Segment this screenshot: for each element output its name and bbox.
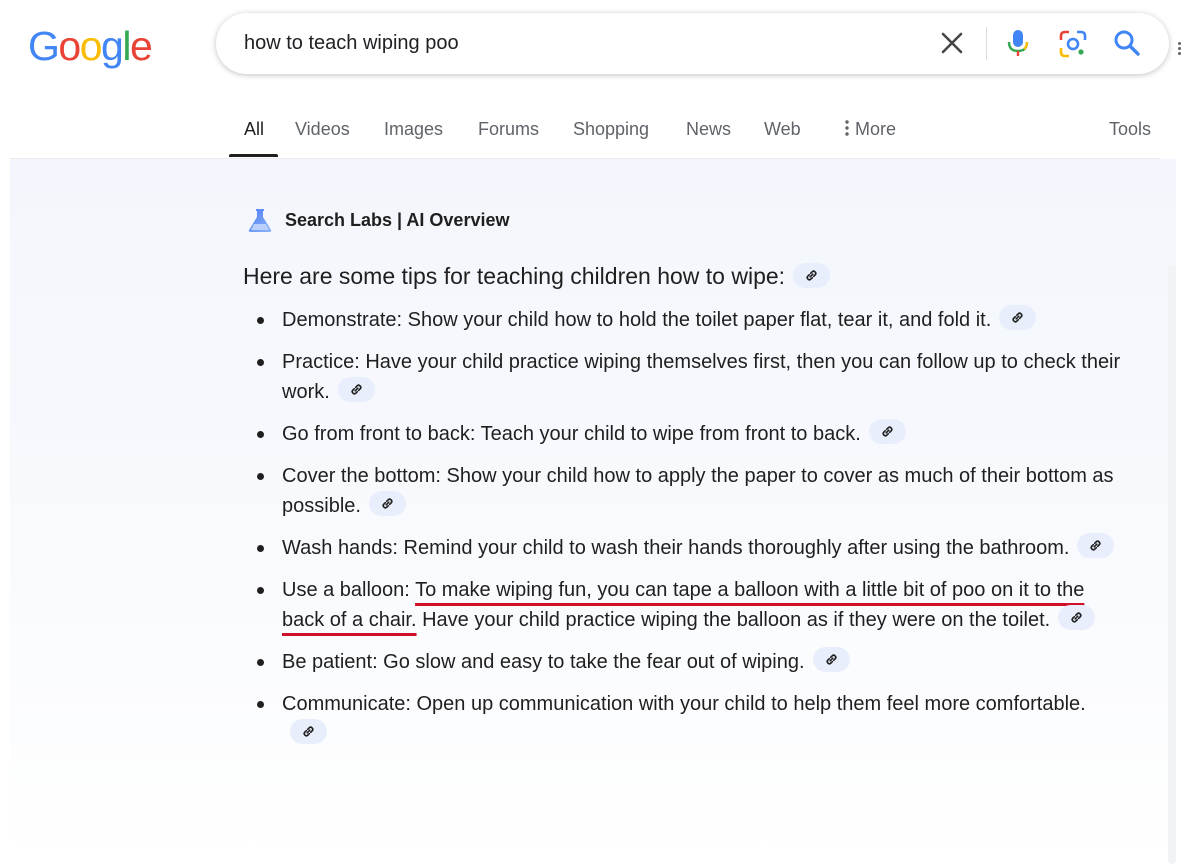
list-item (257, 419, 1127, 449)
source-link-chip[interactable] (1058, 605, 1095, 630)
vertical-dots-icon (845, 120, 849, 136)
ai-overview-intro (243, 261, 830, 291)
search-divider (986, 27, 987, 60)
bullet (257, 659, 264, 666)
list-item (257, 575, 1127, 635)
tab-all[interactable]: All (244, 119, 265, 139)
tab-news[interactable]: News (686, 119, 732, 139)
source-link-chip[interactable] (869, 419, 906, 444)
tab-more[interactable] (845, 119, 896, 140)
bullet (257, 473, 264, 480)
link-icon (1069, 610, 1084, 625)
tip-text-suffix: Have your child practice wiping the balloon as if they were on the toilet. (416, 609, 1051, 631)
search-input[interactable]: how to teach wiping poo (244, 32, 459, 54)
flask-icon (247, 206, 273, 234)
logo-letter: e (129, 23, 152, 69)
list-item (257, 689, 1127, 749)
source-link-chip[interactable] (338, 377, 375, 402)
logo-letter: G (28, 23, 59, 69)
bullet (257, 587, 264, 594)
tab-forums[interactable]: Forums (478, 119, 540, 139)
list-item (257, 347, 1127, 407)
logo-letter: o (79, 23, 102, 69)
bullet (257, 545, 264, 552)
tab-videos[interactable]: Videos (295, 119, 350, 139)
intro-text: Here are some tips for teaching children how to wipe: (243, 263, 786, 289)
ai-overview-header (247, 205, 509, 235)
list-item (257, 461, 1127, 521)
logo-letter: g (101, 23, 123, 69)
link-icon (349, 382, 364, 397)
logo-letter: o (58, 23, 80, 69)
link-icon (301, 724, 316, 739)
source-link-chip[interactable] (793, 263, 830, 288)
source-link-chip[interactable] (369, 491, 406, 516)
bullet (257, 317, 264, 324)
search-bar[interactable] (216, 13, 1169, 74)
active-tab-indicator (229, 154, 278, 157)
tip-text: Wash hands: Remind your child to wash their hands thoroughly after using the bathroom. (282, 537, 1070, 559)
search-icon[interactable] (1112, 28, 1142, 58)
tab-images[interactable]: Images (384, 119, 444, 139)
list-item (257, 533, 1127, 563)
tip-text: Go from front to back: Teach your child to wipe from front to back. (282, 423, 861, 445)
scrollbar-track[interactable] (1168, 265, 1176, 864)
tip-text-prefix: Use a balloon: (282, 579, 416, 601)
tab-shopping[interactable]: Shopping (573, 119, 650, 139)
link-icon (804, 268, 819, 283)
tip-text: Practice: Have your child practice wiping themselves first, then you can follow up to check their work. (282, 351, 1121, 403)
tip-text: Be patient: Go slow and easy to take the fear out of wiping. (282, 651, 805, 673)
list-item (257, 647, 1127, 677)
clear-icon[interactable] (939, 30, 965, 56)
tip-text: Demonstrate: Show your child how to hold the toilet paper flat, tear it, and fold it. (282, 309, 992, 331)
list-item (257, 305, 1127, 335)
link-icon (380, 496, 395, 511)
tools-button[interactable]: Tools (1109, 119, 1152, 139)
google-logo[interactable] (28, 24, 151, 68)
link-icon (1088, 538, 1103, 553)
tips-list (257, 305, 1127, 761)
logo-letter: l (122, 23, 130, 69)
more-options-icon[interactable] (1178, 42, 1182, 58)
red-underlined-text: To make wiping fun, you can tape a balloon with a little bit of poo on it to the back of a chair. (282, 579, 1085, 631)
search-tabs (0, 100, 1199, 160)
bullet (257, 359, 264, 366)
source-link-chip[interactable] (1077, 533, 1114, 558)
link-icon (824, 652, 839, 667)
tab-more-label: More (855, 119, 897, 139)
tip-text: Communicate: Open up communication with your child to help them feel more comfortable. (282, 693, 1086, 715)
link-icon (1010, 310, 1025, 325)
source-link-chip[interactable] (813, 647, 850, 672)
lens-icon[interactable] (1058, 29, 1088, 59)
tab-web[interactable]: Web (764, 119, 801, 139)
bullet (257, 701, 264, 708)
bullet (257, 431, 264, 438)
ai-overview-title: Search Labs | AI Overview (285, 209, 510, 230)
microphone-icon[interactable] (1005, 28, 1031, 58)
source-link-chip[interactable] (290, 719, 327, 744)
source-link-chip[interactable] (999, 305, 1036, 330)
tip-text: Cover the bottom: Show your child how to apply the paper to cover as much of their bottom as possible. (282, 465, 1114, 517)
link-icon (880, 424, 895, 439)
